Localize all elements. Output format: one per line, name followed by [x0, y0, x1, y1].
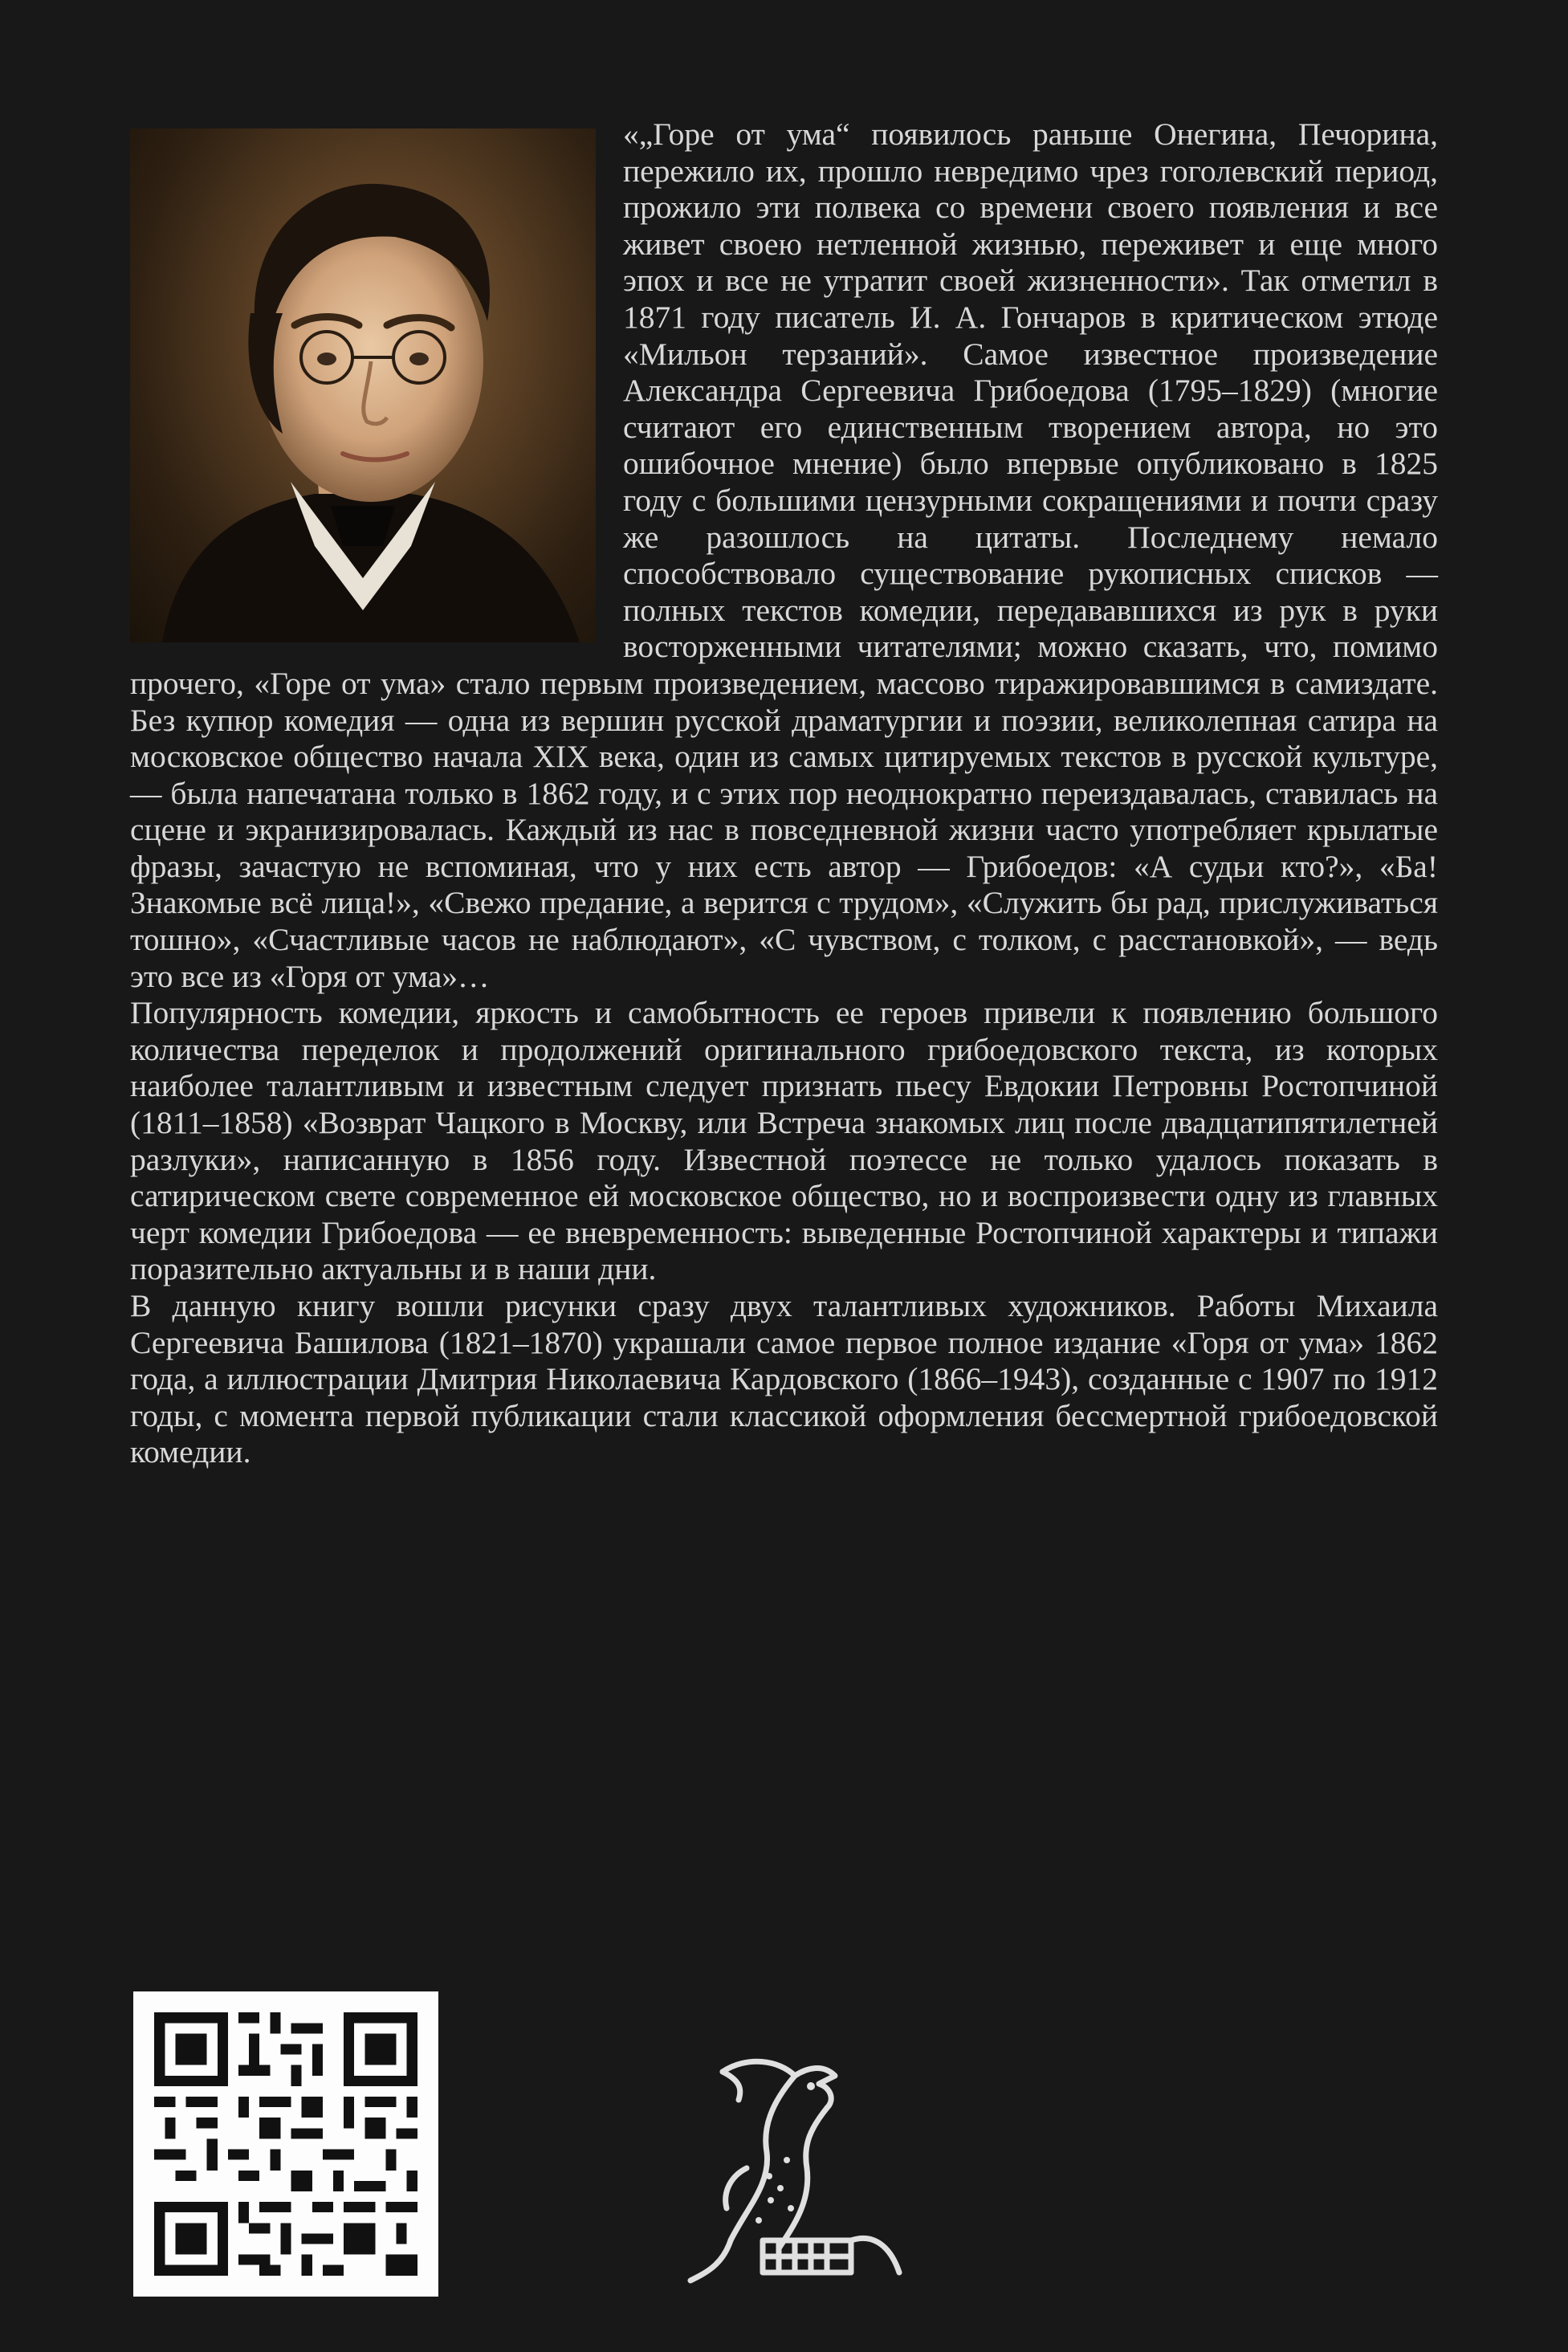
publisher-logo	[674, 2040, 915, 2297]
paragraph-3: В данную книгу вошли рисунки сразу двух талантливых художников. Работы Михаила Сергеевича Башилова (1821–1870) украшали самое первое полное издание «Горя от ума» 1862 года, а иллюстрации Дмитрия Николаевича Кардовского (1866–1943), созданные с 1907 по 1912 годы, с момента первой публикации стали классикой оформления бессмертной грибоедовской комедии.	[130, 1288, 1438, 1470]
paragraph-2: Популярность комедии, яркость и самобытность ее героев привели к появлению большого количества переделок и продолжений оригинального грибоедовского текста, из которых наиболее талантливым и известным следует признать пьесу Евдокии Петровны Ростопчиной (1811–1858) «Возврат Чацкого в Москву, или Встреча знакомых лиц после двадцатипятилетней разлуки», написанную в 1856 году. Известной поэтессе не только удалось показать в сатирическом свете современное ей московское общество, но и воспроизвести одну из главных черт комедии Грибоедова — ее вневременность: выведенные Ростопчиной характеры и типажи поразительно актуальны и в наши дни.	[130, 995, 1438, 1287]
qr-code-icon	[133, 1991, 438, 2297]
portrait-spacer	[130, 116, 609, 662]
dragon-emblem-icon	[674, 2040, 915, 2297]
paragraph-1: «„Горе от ума“ появилось раньше Онегина, Печорина, пережило их, прошло невредимо чрез гоголевский период, прожило эти полвека со времени своего появления и все живет своею нетленной жизнью, переживет и еще много эпох и все не утратит своей жизненности». Так отметил в 1871 году писатель И. А. Гончаров в критическом этюде «Мильон терзаний». Самое известное произведение Александра Сергеевича Грибоедова (1795–1829) (многие считают его единственным творением автора, но это ошибочное мнение) было впервые опубликовано в 1825 году с большими цензурными сокращениями и почти сразу же разошлось на цитаты. Последнему немало способствовало существование рукописных списков — полных текстов комедии, передававшихся из рук в руки восторженными читателями; можно сказать, что, помимо прочего, «Горе от ума» стало первым произведением, массово тиражировавшимся в самиздате. Без купюр комедия — одна из вершин русской драматургии и поэзии, великолепная сатира на московское общество начала XIX века, один из самых цитируемых текстов в русской культуре, — была напечатана только в 1862 году, и с этих пор неоднократно переиздавалась, ставилась на сцене и экранизировалась. Каждый из нас в повседневной жизни часто употребляет крылатые фразы, зачастую не вспоминая, что у них есть автор — Грибоедов: «А судьи кто?», «Ба! Знакомые всё лица!», «Свежо предание, а верится с трудом», «Служить бы рад, прислуживаться тошно», «Счастливые часов не наблюдают», «С чувством, с толком, с расстановкой», — ведь это все из «Горя от ума»…	[130, 116, 1438, 994]
qr-code[interactable]	[133, 1991, 438, 2297]
annotation-text	[130, 116, 1438, 1471]
